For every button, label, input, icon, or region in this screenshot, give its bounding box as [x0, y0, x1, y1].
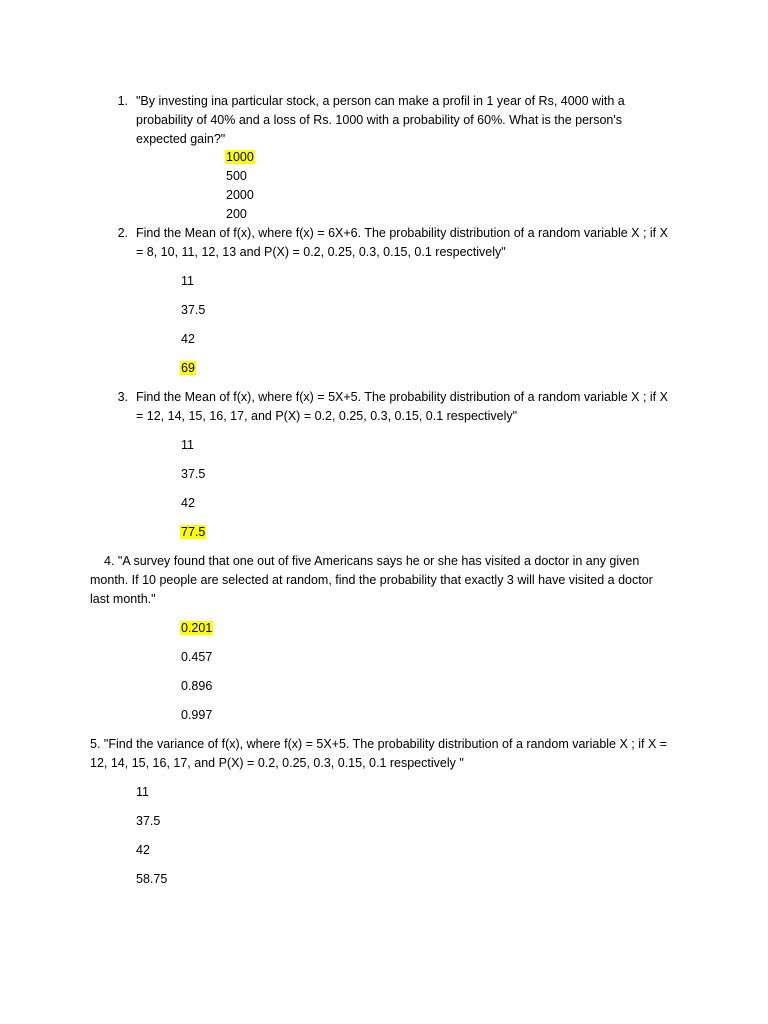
question-5-option-d	[135, 870, 168, 889]
question-5-line-1: 5. "Find the variance of f(x), where f(x) = 5X+5. The probability distribution of a random variable X ; if X =	[90, 737, 668, 751]
question-4-option-d	[180, 706, 213, 725]
question-1-number: 1.	[117, 94, 128, 108]
option-text: 37.5	[136, 814, 161, 828]
question-2-option-c	[180, 330, 196, 349]
question-1-option-b	[225, 167, 248, 186]
question-1-line-3: expected gain?"	[136, 132, 226, 146]
answer-highlight: 0.201	[181, 621, 213, 635]
question-4-option-b	[180, 648, 213, 667]
question-4-line-3: last month."	[90, 592, 156, 606]
question-3-line-1: Find the Mean of f(x), where f(x) = 5X+5. The probability distribution of a random variable X ; if X	[136, 390, 668, 404]
question-1-option-d	[225, 205, 248, 224]
question-2-line-1: Find the Mean of f(x), where f(x) = 6X+6. The probability distribution of a random variable X ; if X	[136, 226, 668, 240]
question-3-option-d	[180, 523, 206, 542]
option-text: 11	[136, 785, 149, 799]
question-2-option-b	[180, 301, 206, 320]
question-3-option-b	[180, 465, 206, 484]
question-2-option-a	[180, 272, 195, 291]
question-5-option-a	[135, 783, 150, 802]
question-4-line-2: month. If 10 people are selected at random, find the probability that exactly 3 will have visited a doctor	[90, 573, 653, 587]
answer-highlight: 1000	[226, 150, 254, 164]
answer-highlight: 69	[181, 361, 195, 375]
question-3-option-a	[180, 436, 195, 455]
question-2-number: 2.	[117, 226, 128, 240]
question-2-line-2: = 8, 10, 11, 12, 13 and P(X) = 0.2, 0.25, 0.3, 0.15, 0.1 respectively"	[136, 245, 506, 259]
question-3-option-c	[180, 494, 196, 513]
option-text: 37.5	[181, 303, 206, 317]
option-text: 200	[226, 207, 247, 221]
option-text: 500	[226, 169, 247, 183]
option-text: 2000	[226, 188, 254, 202]
option-text: 42	[181, 332, 195, 346]
option-text: 0.896	[181, 679, 213, 693]
option-text: 0.997	[181, 708, 213, 722]
option-text: 11	[181, 274, 194, 288]
question-1-line-1: "By investing ina particular stock, a person can make a profil in 1 year of Rs, 4000 with a	[136, 94, 625, 108]
option-text: 11	[181, 438, 194, 452]
option-text: 0.457	[181, 650, 213, 664]
question-4-line-1: 4. "A survey found that one out of five Americans says he or she has visited a doctor in any given	[104, 554, 640, 568]
option-text: 42	[136, 843, 150, 857]
option-text: 42	[181, 496, 195, 510]
question-4-option-c	[180, 677, 213, 696]
question-3-number: 3.	[117, 390, 128, 404]
question-3-line-2: = 12, 14, 15, 16, 17, and P(X) = 0.2, 0.25, 0.3, 0.15, 0.1 respectively"	[136, 409, 518, 423]
answer-highlight: 77.5	[181, 525, 206, 539]
question-5-option-b	[135, 812, 161, 831]
question-4-option-a	[180, 619, 213, 638]
option-text: 37.5	[181, 467, 206, 481]
question-1-option-c	[225, 186, 255, 205]
question-1-line-2: probability of 40% and a loss of Rs. 1000 with a probability of 60%. What is the person's	[136, 113, 622, 127]
question-1-option-a	[225, 148, 255, 167]
question-5-line-2: 12, 14, 15, 16, 17, and P(X) = 0.2, 0.25, 0.3, 0.15, 0.1 respectively "	[90, 756, 464, 770]
question-2-option-d	[180, 359, 196, 378]
question-5-option-c	[135, 841, 151, 860]
option-text: 58.75	[136, 872, 168, 886]
